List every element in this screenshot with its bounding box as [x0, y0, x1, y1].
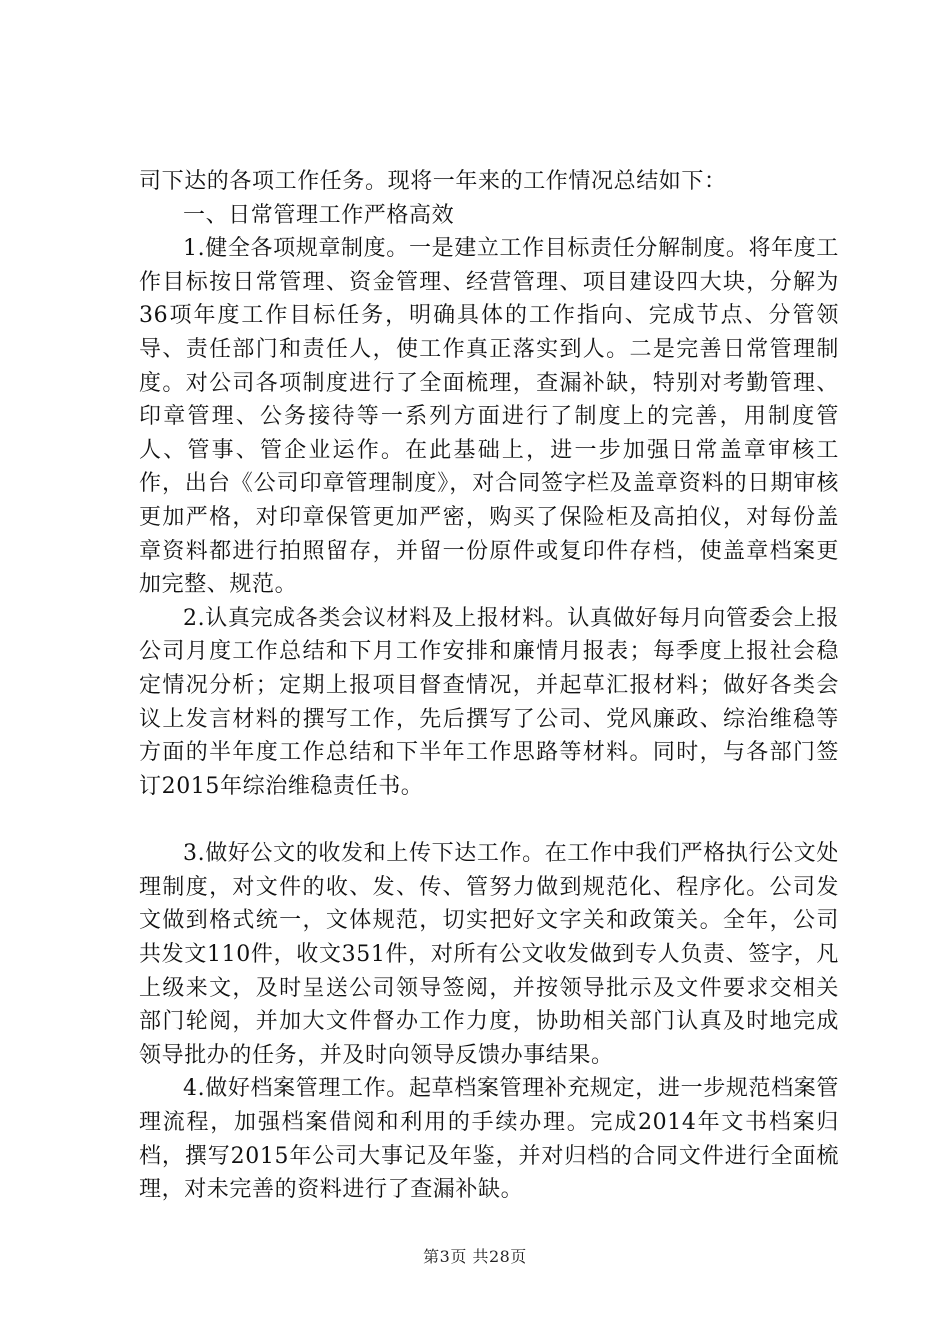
- paragraph-archive-management: 4.做好档案管理工作。起草档案管理补充规定，进一步规范档案管理流程，加强档案借阅和利用的手续办理。完成2014年文书档案归档，撰写2015年公司大事记及年鉴，并对归档的合同文件进行全面梳理，对未完善的资料进行了查漏补缺。: [139, 1076, 839, 1203]
- section-heading: 一、日常管理工作严格高效: [183, 202, 455, 228]
- paragraph-continuation: 司下达的各项工作任务。现将一年来的工作情况总结如下：: [139, 169, 727, 194]
- paragraph-document-handling: 3.做好公文的收发和上传下达工作。在工作中我们严格执行公文处理制度，对文件的收、发、传、管努力做到规范化、程序化。公司发文做到格式统一，文体规范，切实把好文字关和政策关。全年，公司共发文110件，收文351件，对所有公文收发做到专人负责、签字，凡上级来文，及时呈送公司领导签阅，并按领导批示及文件要求交相关部门轮阅，并加大文件督办工作力度，协助相关部门认真及时地完成领导批办的任务，并及时向领导反馈办事结果。: [139, 841, 839, 1068]
- paragraph-rules-system: 1.健全各项规章制度。一是建立工作目标责任分解制度。将年度工作目标按日常管理、资金管理、经营管理、项目建设四大块，分解为36项年度工作目标任务，明确具体的工作指向、完成节点、分管领导、责任部门和责任人，使工作真正落实到人。二是完善日常管理制度。对公司各项制度进行了全面梳理，查漏补缺，特别对考勤管理、印章管理、公务接待等一系列方面进行了制度上的完善，用制度管人、管事、管企业运作。在此基础上，进一步加强日常盖章审核工作，出台《公司印章管理制度》，对合同签字栏及盖章资料的日期审核更加严格，对印章保管更加严密，购买了保险柜及高拍仪，对每份盖章资料都进行拍照留存，并留一份原件或复印件存档，使盖章档案更加完整、规范。: [139, 236, 839, 598]
- document-body: [139, 165, 839, 1207]
- paragraph-meeting-materials: 2.认真完成各类会议材料及上报材料。认真做好每月向管委会上报公司月度工作总结和下月工作安排和廉情月报表；每季度上报社会稳定情况分析；定期上报项目督查情况，并起草汇报材料；做好各类会议上发言材料的撰写工作，先后撰写了公司、党风廉政、综治维稳等方面的半年度工作总结和下半年工作思路等材料。同时，与各部门签订2015年综治维稳责任书。: [139, 605, 839, 799]
- page-footer: 第3页 共28页: [423, 1247, 527, 1266]
